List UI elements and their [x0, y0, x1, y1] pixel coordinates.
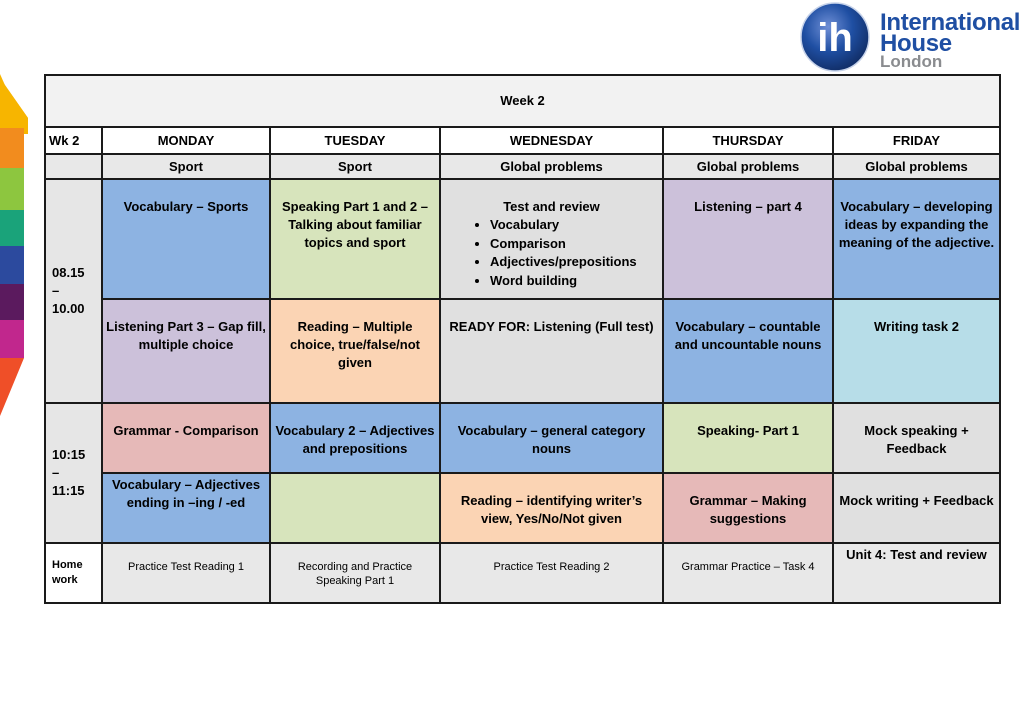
chevron-stripes-graphic — [0, 74, 30, 416]
day-header-monday: MONDAY — [102, 127, 270, 154]
lesson-tue-slot1-b: Reading – Multiple choice, true/false/not given — [270, 299, 440, 403]
homework-label: Home work — [45, 543, 102, 603]
homework-friday: Unit 4: Test and review — [833, 543, 1000, 603]
time-slot-0815-1000: 08.15 – 10.00 — [45, 179, 102, 403]
day-header-tuesday: TUESDAY — [270, 127, 440, 154]
topic-friday: Global problems — [833, 154, 1000, 179]
lesson-wed-slot1-a — [440, 179, 663, 299]
bullet-item: • Comparison — [490, 235, 659, 254]
lesson-mon-slot2-b: Vocabulary – Adjectives ending in –ing / -ed — [102, 473, 270, 543]
week-timetable — [44, 74, 1001, 604]
lesson-thu-slot1-a: Listening – part 4 — [663, 179, 833, 299]
homework-wednesday: Practice Test Reading 2 — [440, 543, 663, 603]
logo-line-house: House — [880, 30, 952, 57]
wed-test-review-title: Test and review — [503, 199, 600, 214]
timetable-title: Week 2 — [45, 75, 1000, 127]
lesson-thu-slot2-a: Speaking- Part 1 — [663, 403, 833, 473]
lesson-thu-slot1-b: Vocabulary – countable and uncountable nouns — [663, 299, 833, 403]
lesson-mon-slot1-a: Vocabulary – Sports — [102, 179, 270, 299]
homework-thursday: Grammar Practice – Task 4 — [663, 543, 833, 603]
time-slot-1015-1115: 10:15 – 11:15 — [45, 403, 102, 543]
topic-tuesday: Sport — [270, 154, 440, 179]
lesson-mon-slot1-b: Listening Part 3 – Gap fill, multiple choice — [102, 299, 270, 403]
lesson-tue-slot1-a: Speaking Part 1 and 2 – Talking about familiar topics and sport — [270, 179, 440, 299]
topic-corner-cell — [45, 154, 102, 179]
international-house-logo — [800, 2, 1024, 74]
ih-logo-emblem — [800, 2, 870, 72]
day-header-wednesday: WEDNESDAY — [440, 127, 663, 154]
topic-wednesday: Global problems — [440, 154, 663, 179]
lesson-mon-slot2-a: Grammar - Comparison — [102, 403, 270, 473]
lesson-fri-slot1-b: Writing task 2 — [833, 299, 1000, 403]
lesson-fri-slot1-a: Vocabulary – developing ideas by expanding the meaning of the adjective. — [833, 179, 1000, 299]
lesson-fri-slot2-a: Mock speaking + Feedback — [833, 403, 1000, 473]
wed-test-review-list — [444, 216, 659, 290]
bullet-item: • Vocabulary — [490, 216, 659, 235]
week-corner-label: Wk 2 — [45, 127, 102, 154]
lesson-tue-slot2-a: Vocabulary 2 – Adjectives and prepositions — [270, 403, 440, 473]
homework-monday: Practice Test Reading 1 — [102, 543, 270, 603]
lesson-thu-slot2-b: Grammar – Making suggestions — [663, 473, 833, 543]
lesson-fri-slot2-b: Mock writing + Feedback — [833, 473, 1000, 543]
logo-initials: ih — [817, 16, 853, 60]
homework-tuesday: Recording and Practice Speaking Part 1 — [270, 543, 440, 603]
lesson-wed-slot2-b: Reading – identifying writer’s view, Yes/No/Not given — [440, 473, 663, 543]
day-header-friday: FRIDAY — [833, 127, 1000, 154]
day-header-thursday: THURSDAY — [663, 127, 833, 154]
bullet-item: • Adjectives/prepositions — [490, 253, 659, 272]
lesson-tue-slot2-b-empty — [270, 473, 440, 543]
logo-line-london: London — [880, 52, 943, 71]
topic-monday: Sport — [102, 154, 270, 179]
topic-thursday: Global problems — [663, 154, 833, 179]
lesson-wed-slot2-a: Vocabulary – general category nouns — [440, 403, 663, 473]
bullet-item: • Word building — [490, 272, 659, 291]
lesson-wed-slot1-b: READY FOR: Listening (Full test) — [440, 299, 663, 403]
logo-line-international: International — [880, 9, 1021, 36]
